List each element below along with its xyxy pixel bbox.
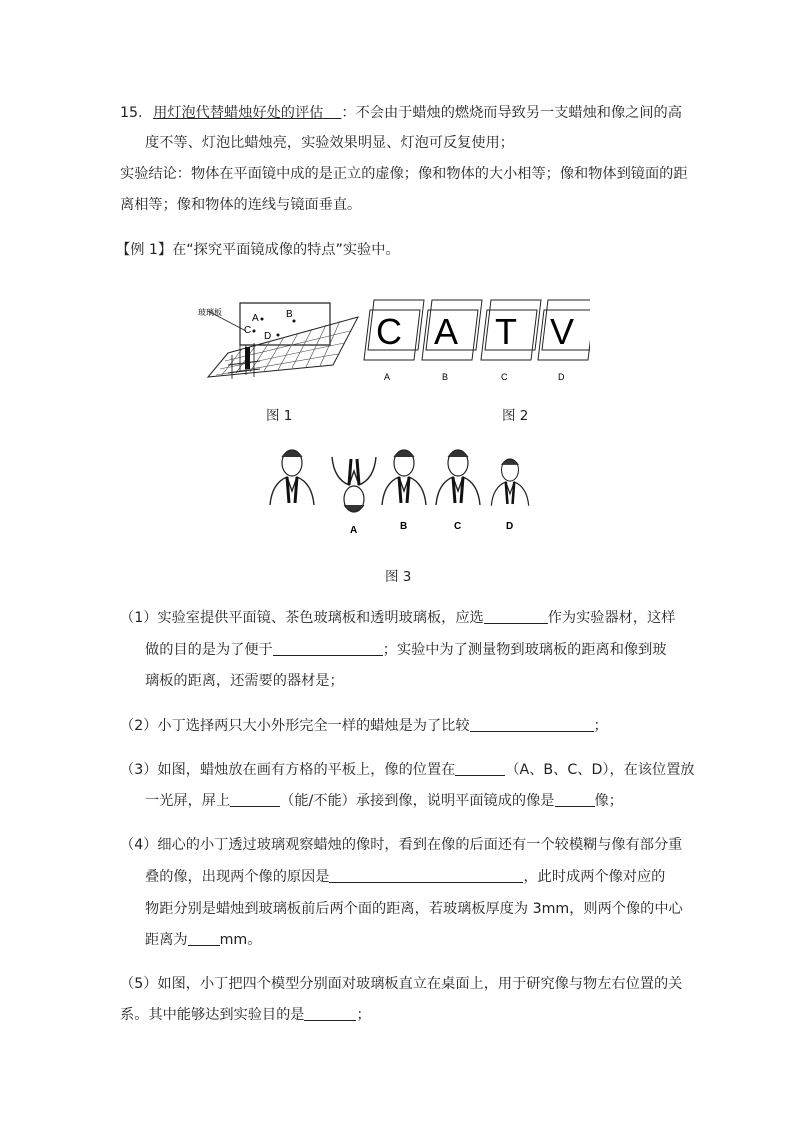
point-label-b: B [286, 309, 293, 320]
candle [245, 347, 250, 369]
fig3-option-d: D [506, 521, 514, 532]
question-1-line-3: 璃板的距离，还需要的器材是； [145, 673, 344, 689]
plate-label: 玻璃板 [198, 308, 222, 317]
example-heading [116, 240, 400, 260]
answer-blank[interactable] [304, 1006, 356, 1021]
option-a: A [384, 372, 391, 382]
option-c: C [501, 372, 508, 382]
point-label-a: A [252, 313, 259, 324]
model-letter-b: A [434, 311, 459, 352]
item-text: ：不会由于蜡烛的燃烧而导致另一支蜡烛和像之间的高 [341, 105, 682, 121]
model-a [364, 300, 424, 382]
model-letter-a: C [376, 311, 402, 352]
question-3-line-2: 一光屏，屏上 （能/不能）承接到像，说明平面镜成的像是 像； [145, 793, 623, 809]
answer-blank[interactable] [455, 761, 505, 776]
item-15-line-2: 度不等、灯泡比蜡烛亮，实验效果明显、灯泡可反复使用； [145, 135, 514, 151]
figure-2 [360, 292, 590, 384]
model-b [422, 300, 482, 382]
conclusion-line-1: 实验结论：物体在平面镜中成的是正立的虚像；像和物体的大小相等；像和物体到镜面的距 [120, 166, 688, 182]
figure-2-caption: 图 2 [502, 408, 529, 424]
fig3-option-a: A [350, 525, 358, 536]
figure-3-caption: 图 3 [385, 569, 412, 585]
question-5-line-1: （5）如图，小丁把四个模型分别面对玻璃板直立在桌面上，用于研究像与物左右位置的关 [120, 976, 683, 992]
question-1-line-1: （1）实验室提供平面镜、茶色玻璃板和透明玻璃板，应选 作为实验器材，这样 [120, 610, 676, 626]
example-text: 在“探究平面镜成像的特点”实验中。 [172, 242, 400, 258]
answer-blank[interactable] [230, 792, 280, 807]
item-15-line-1 [120, 103, 682, 123]
model-letter-d: V [550, 311, 575, 352]
question-4-line-1: （4）细心的小丁透过玻璃观察蜡烛的像时，看到在像的后面还有一个较模糊与像有部分重 [120, 837, 683, 853]
answer-blank[interactable] [329, 868, 523, 883]
answer-blank[interactable] [188, 931, 220, 946]
question-4-line-3: 物距分别是蜡烛到玻璃板前后两个面的距离，若玻璃板厚度为 3mm，则两个像的中心 [145, 901, 683, 917]
option-d: D [558, 372, 565, 382]
question-4-line-4: 距离为 mm。 [145, 932, 262, 948]
glass-plate [240, 303, 330, 345]
model-d [538, 300, 590, 382]
question-3-line-1: （3）如图，蜡烛放在画有方格的平板上，像的位置在 （A、B、C、D），在该位置放 [120, 762, 695, 778]
option-b: B [442, 372, 449, 382]
question-2: （2）小丁选择两只大小外形完全一样的蜡烛是为了比较 ； [120, 718, 608, 734]
answer-blank[interactable] [555, 792, 595, 807]
question-5-line-2: 系。其中能够达到实验目的是 ； [120, 1007, 371, 1023]
question-1-line-2: 做的目的是为了便于 ；实验中为了测量物到玻璃板的距离和像到玻 [145, 642, 667, 658]
portrait-a [332, 457, 376, 512]
answer-blank[interactable] [273, 641, 383, 656]
point-label-c: C [244, 325, 252, 336]
portrait-d [491, 459, 528, 506]
item-number: 15. [120, 105, 143, 121]
answer-blank[interactable] [484, 609, 548, 624]
answer-blank[interactable] [470, 717, 594, 732]
point-label-d: D [264, 331, 272, 342]
fig3-option-b: B [400, 521, 408, 532]
figure-1 [198, 295, 360, 387]
model-c [481, 300, 541, 382]
fig3-option-c: C [454, 521, 462, 532]
figure-1-caption: 图 1 [266, 408, 293, 424]
figure-3 [266, 447, 530, 537]
item-title: 用灯泡代替蜡烛好处的评估 [153, 105, 324, 121]
model-letter-c: T [495, 311, 517, 352]
conclusion-line-2: 离相等；像和物体的连线与镜面垂直。 [120, 197, 362, 213]
example-label: 【例 1】 [116, 242, 173, 258]
question-4-line-2: 叠的像，出现两个像的原因是 ，此时成两个像对应的 [145, 869, 666, 885]
portrait-original [270, 450, 314, 505]
portrait-c [436, 450, 480, 505]
portrait-b [382, 450, 426, 505]
